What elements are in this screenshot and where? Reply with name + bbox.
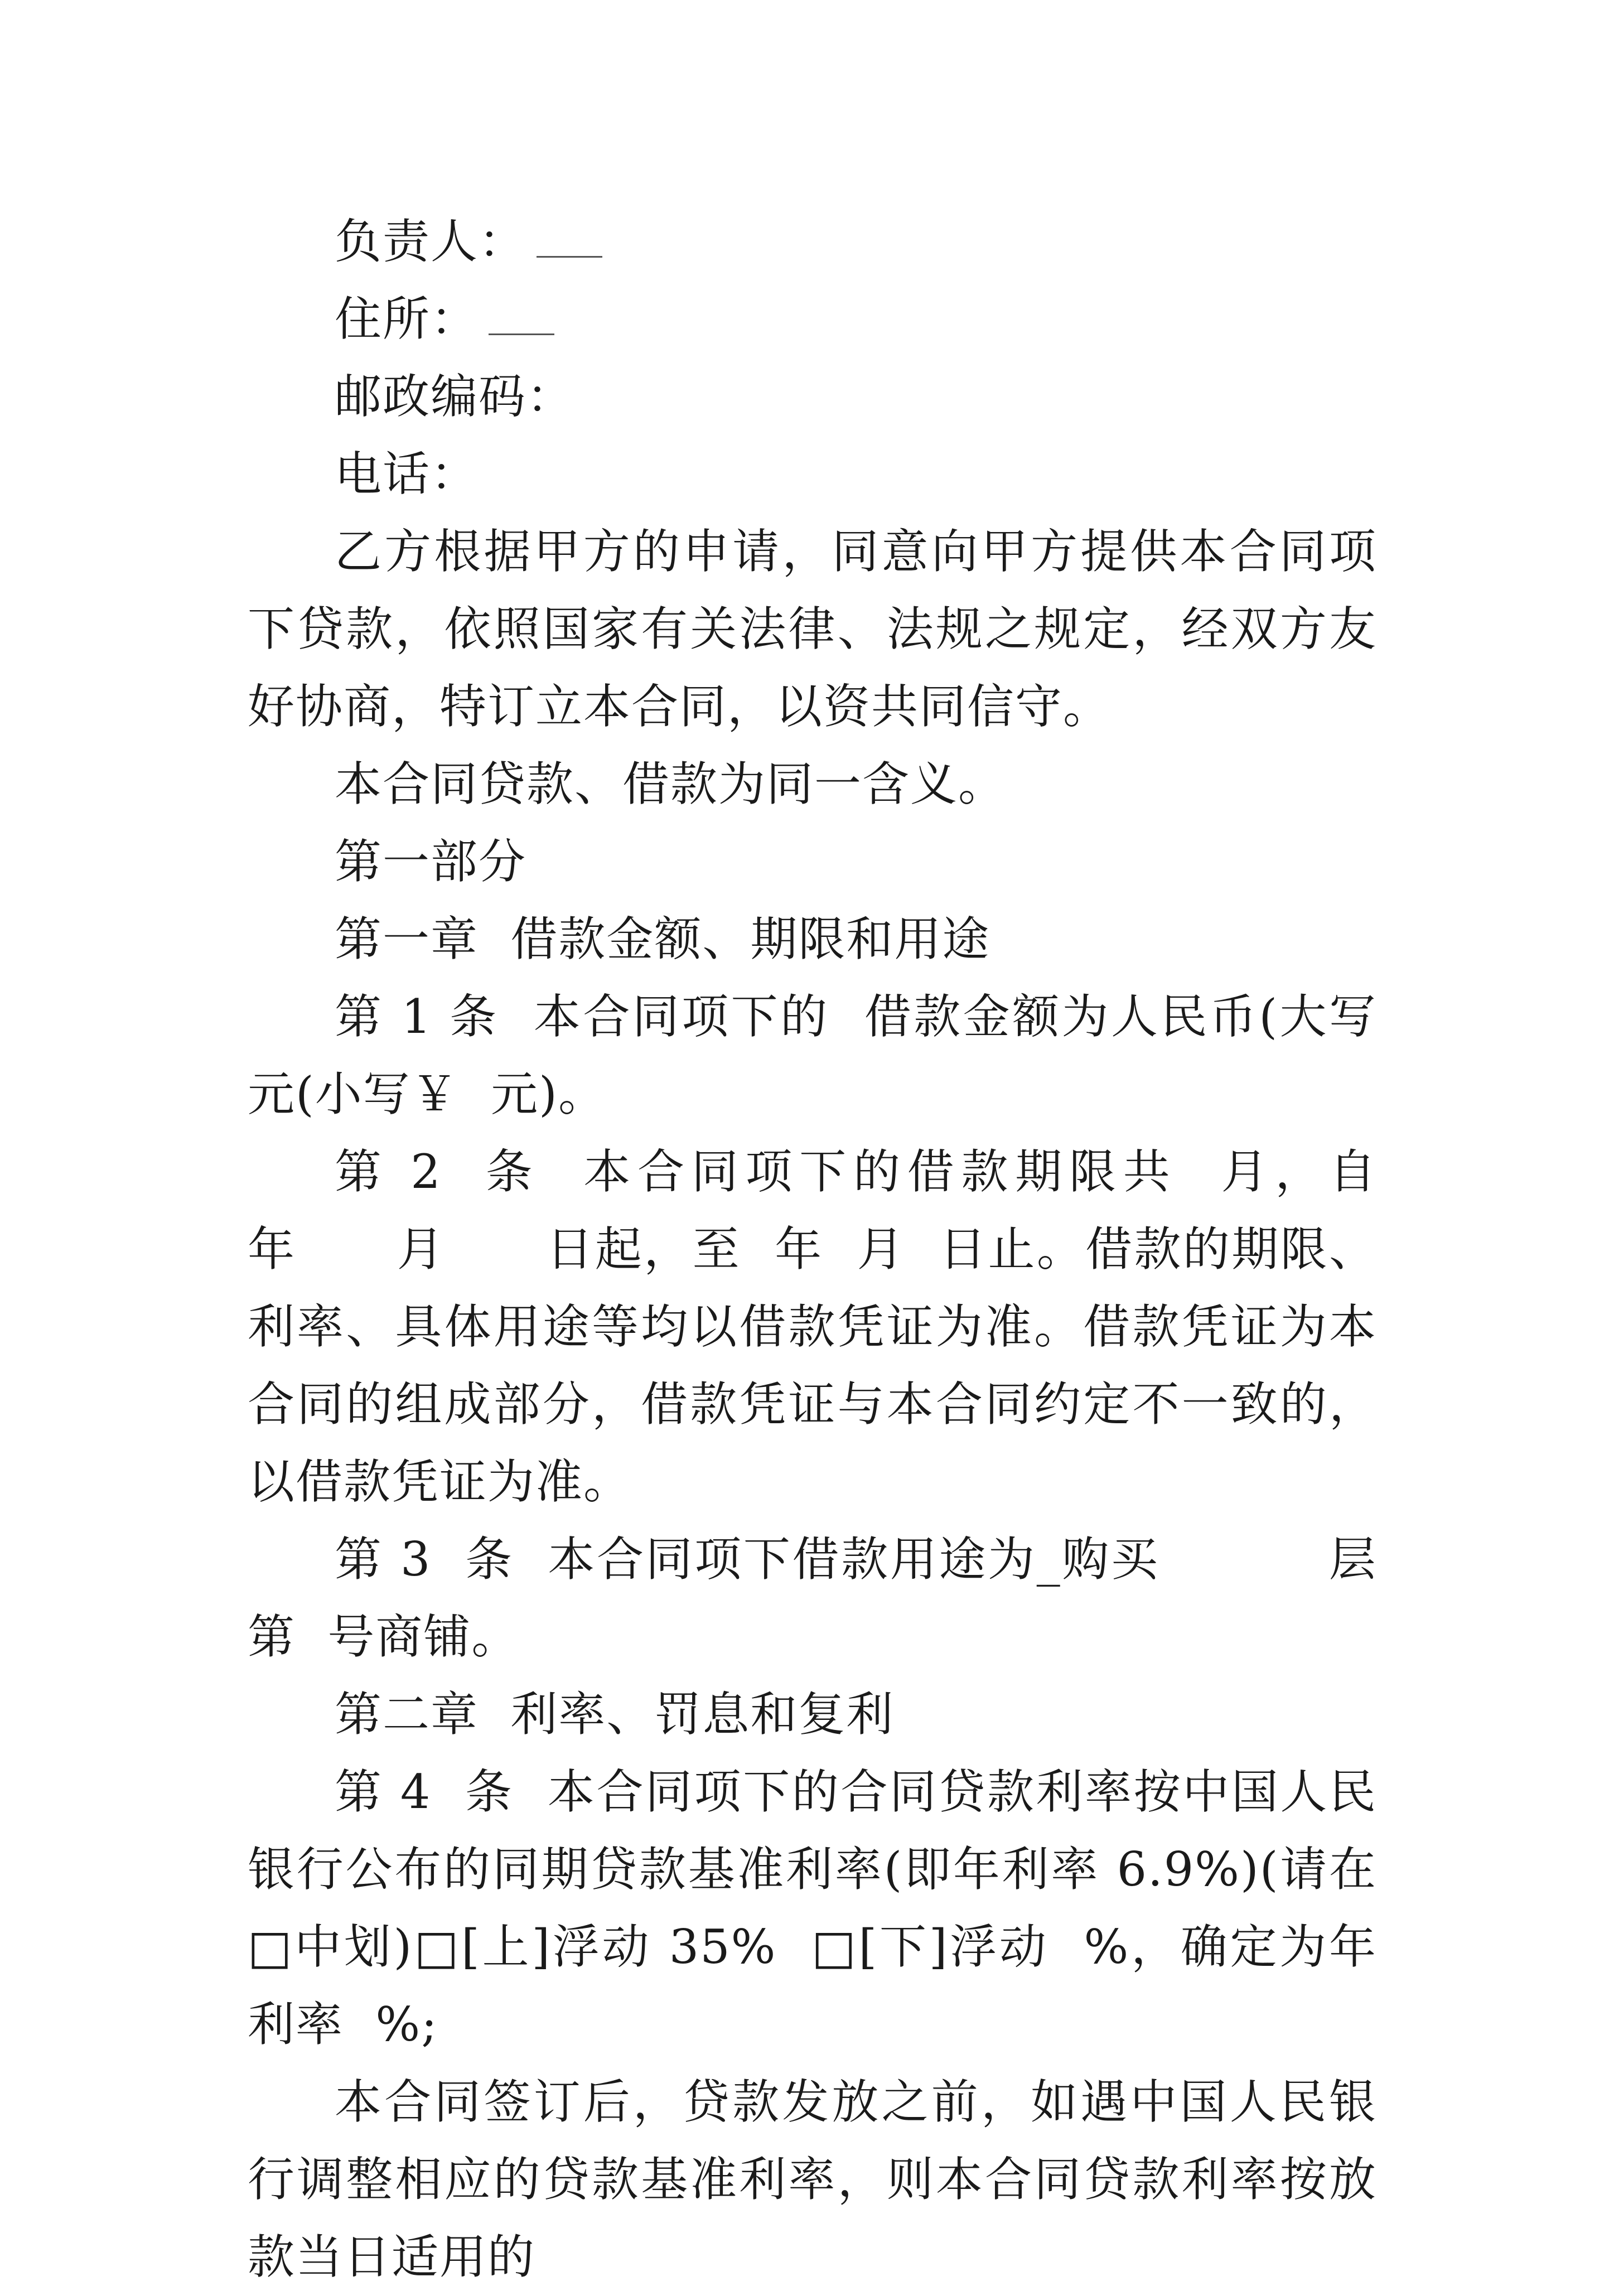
article-4: 第 4 条 本合同项下的合同贷款利率按中国人民银行公布的同期贷款基准利率(即年利率 6.9%)(请在□中划)□[上]浮动 35% □[下]浮动 %，确定为年利率 %; (248, 1765, 1378, 2052)
address-blank (489, 300, 554, 335)
article-2: 第 2 条 本合同项下的借款期限共 月，自 年 月 日起，至 年 月 日止。借款的期限、利率、具体用途等均以借款凭证为准。借款凭证为本合同的组成部分，借款凭证与本合同约定不一致的，以借款凭证为准。 (248, 1144, 1473, 1509)
address-line (248, 281, 1377, 358)
definition-paragraph: 本合同贷款、借款为同一含义。 (335, 757, 1007, 811)
postal-code-line: 邮政编码： (335, 369, 575, 424)
chapter-one-heading: 第一章 借款金额、期限和用途 (335, 912, 990, 966)
part-heading: 第一部分 (335, 834, 527, 889)
document-body (248, 203, 1473, 2296)
responsible-person-label: 负责人： (335, 214, 527, 269)
article-1: 第 1 条 本合同项下的 借款金额为人民币(大写 元(小写￥ 元)。 (248, 989, 1409, 1122)
responsible-person-line (248, 203, 1377, 281)
phone-line: 电话： (335, 447, 479, 501)
preamble-paragraph: 乙方根据甲方的申请，同意向甲方提供本合同项下贷款，依照国家有关法律、法规之规定，经双方友好协商，特订立本合同，以资共同信守。 (248, 524, 1377, 734)
rate-adjustment-paragraph: 本合同签订后，贷款发放之前，如遇中国人民银行调整相应的贷款基准利率，则本合同贷款利率按放款当日适用的 (248, 2075, 1377, 2284)
article-3: 第 3 条 本合同项下借款用途为_购买 层第 号商铺。 (248, 1532, 1377, 1664)
chapter-two-heading: 第二章 利率、罚息和复利 (335, 1687, 895, 1742)
address-label: 住所： (335, 292, 479, 346)
responsible-person-blank (537, 223, 602, 258)
